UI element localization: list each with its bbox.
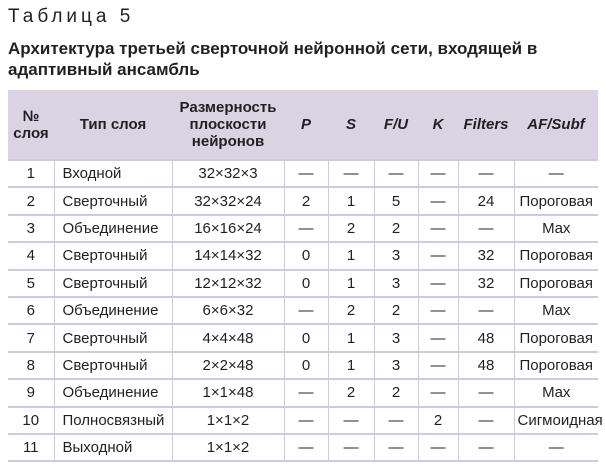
cell-s: 1 <box>328 352 374 379</box>
cell-layer-number: 4 <box>8 242 54 269</box>
cell-layer-type: Сверточный <box>54 270 172 297</box>
cell-fu: 2 <box>374 297 418 324</box>
architecture-table <box>8 90 603 462</box>
table-row <box>8 434 598 461</box>
table-row <box>8 297 598 324</box>
cell-layer-type: Сверточный <box>54 187 172 214</box>
header-fu: F/U <box>383 116 409 133</box>
header-filters: Filters <box>463 116 509 133</box>
cell-k: — <box>418 297 458 324</box>
cell-layer-type: Выходной <box>54 434 172 461</box>
cell-fu: 3 <box>374 242 418 269</box>
cell-fu: 3 <box>374 270 418 297</box>
cell-af-subf: Пороговая <box>514 352 598 379</box>
cell-s: 2 <box>328 379 374 406</box>
cell-dimension: 32×32×24 <box>172 187 284 214</box>
cell-k: — <box>418 324 458 351</box>
cell-filters: 32 <box>458 242 514 269</box>
cell-dimension: 2×2×48 <box>172 352 284 379</box>
cell-s: 2 <box>328 297 374 324</box>
cell-af-subf: Пороговая <box>514 187 598 214</box>
cell-layer-type: Полносвязный <box>54 407 172 434</box>
cell-fu: 2 <box>374 379 418 406</box>
cell-layer-type: Объединение <box>54 297 172 324</box>
table-row <box>8 407 598 434</box>
cell-layer-type: Сверточный <box>54 324 172 351</box>
table-row <box>8 324 598 351</box>
cell-layer-number: 7 <box>8 324 54 351</box>
cell-filters: — <box>458 407 514 434</box>
cell-k: — <box>418 187 458 214</box>
cell-filters: — <box>458 434 514 461</box>
cell-p: 0 <box>284 352 328 379</box>
table-row <box>8 160 598 187</box>
cell-p: 0 <box>284 270 328 297</box>
cell-filters: 48 <box>458 324 514 351</box>
cell-p: — <box>284 297 328 324</box>
header-plane-dimension: Размерность плоскости нейронов <box>179 99 277 150</box>
cell-s: — <box>328 434 374 461</box>
cell-s: — <box>328 407 374 434</box>
cell-layer-number: 2 <box>8 187 54 214</box>
table-row <box>8 270 598 297</box>
cell-dimension: 1×1×2 <box>172 434 284 461</box>
header-layer-number: № слоя <box>13 107 49 142</box>
cell-p: 0 <box>284 242 328 269</box>
cell-filters: 24 <box>458 187 514 214</box>
cell-filters: — <box>458 379 514 406</box>
cell-k: — <box>418 352 458 379</box>
cell-af-subf: — <box>514 434 598 461</box>
cell-k: — <box>418 242 458 269</box>
table-row <box>8 379 598 406</box>
cell-filters: — <box>458 160 514 187</box>
cell-p: — <box>284 215 328 242</box>
cell-dimension: 12×12×32 <box>172 270 284 297</box>
cell-p: — <box>284 379 328 406</box>
cell-dimension: 6×6×32 <box>172 297 284 324</box>
cell-layer-type: Объединение <box>54 215 172 242</box>
architecture-table-container <box>8 90 603 462</box>
cell-layer-type: Сверточный <box>54 352 172 379</box>
header-layer-type: Тип слоя <box>79 116 147 133</box>
cell-af-subf: Сигмоидная <box>514 407 598 434</box>
header-p: P <box>300 116 311 133</box>
cell-af-subf: Max <box>514 297 598 324</box>
cell-layer-type: Объединение <box>54 379 172 406</box>
cell-layer-number: 8 <box>8 352 54 379</box>
cell-s: 2 <box>328 215 374 242</box>
cell-dimension: 32×32×3 <box>172 160 284 187</box>
cell-s: 1 <box>328 270 374 297</box>
cell-p: 2 <box>284 187 328 214</box>
table-header-row <box>8 90 598 160</box>
table-number-label: Таблица 5 <box>8 6 135 27</box>
cell-fu: 5 <box>374 187 418 214</box>
cell-layer-type: Входной <box>54 160 172 187</box>
cell-dimension: 14×14×32 <box>172 242 284 269</box>
cell-dimension: 1×1×2 <box>172 407 284 434</box>
cell-filters: 32 <box>458 270 514 297</box>
cell-af-subf: Пороговая <box>514 242 598 269</box>
cell-fu: — <box>374 434 418 461</box>
cell-af-subf: Max <box>514 379 598 406</box>
cell-p: 0 <box>284 324 328 351</box>
cell-s: 1 <box>328 187 374 214</box>
cell-s: — <box>328 160 374 187</box>
cell-dimension: 4×4×48 <box>172 324 284 351</box>
cell-af-subf: Max <box>514 215 598 242</box>
table-row <box>8 242 598 269</box>
cell-filters: — <box>458 215 514 242</box>
cell-layer-number: 10 <box>8 407 54 434</box>
cell-fu: — <box>374 160 418 187</box>
cell-af-subf: — <box>514 160 598 187</box>
table-row <box>8 352 598 379</box>
cell-layer-type: Сверточный <box>54 242 172 269</box>
cell-af-subf: Пороговая <box>514 270 598 297</box>
cell-fu: 3 <box>374 324 418 351</box>
cell-k: — <box>418 215 458 242</box>
cell-k: — <box>418 379 458 406</box>
cell-p: — <box>284 160 328 187</box>
cell-fu: 2 <box>374 215 418 242</box>
cell-fu: — <box>374 407 418 434</box>
cell-k: — <box>418 160 458 187</box>
cell-layer-number: 9 <box>8 379 54 406</box>
table-row <box>8 215 598 242</box>
cell-k: — <box>418 270 458 297</box>
cell-layer-number: 11 <box>8 434 54 461</box>
cell-p: — <box>284 407 328 434</box>
cell-layer-number: 6 <box>8 297 54 324</box>
cell-dimension: 16×16×24 <box>172 215 284 242</box>
table-caption: Архитектура третьей сверточной нейронной сети, входящей в адаптивный ансамбль <box>8 39 538 79</box>
cell-filters: 48 <box>458 352 514 379</box>
header-s: S <box>345 116 356 133</box>
cell-dimension: 1×1×48 <box>172 379 284 406</box>
table-row <box>8 187 598 214</box>
cell-k: 2 <box>418 407 458 434</box>
cell-s: 1 <box>328 242 374 269</box>
cell-filters: — <box>458 297 514 324</box>
cell-k: — <box>418 434 458 461</box>
header-k: K <box>432 116 444 133</box>
cell-fu: 3 <box>374 352 418 379</box>
cell-s: 1 <box>328 324 374 351</box>
cell-p: — <box>284 434 328 461</box>
cell-layer-number: 1 <box>8 160 54 187</box>
header-af-subf: AF/Subf <box>527 116 585 133</box>
cell-af-subf: Пороговая <box>514 324 598 351</box>
cell-layer-number: 5 <box>8 270 54 297</box>
cell-layer-number: 3 <box>8 215 54 242</box>
